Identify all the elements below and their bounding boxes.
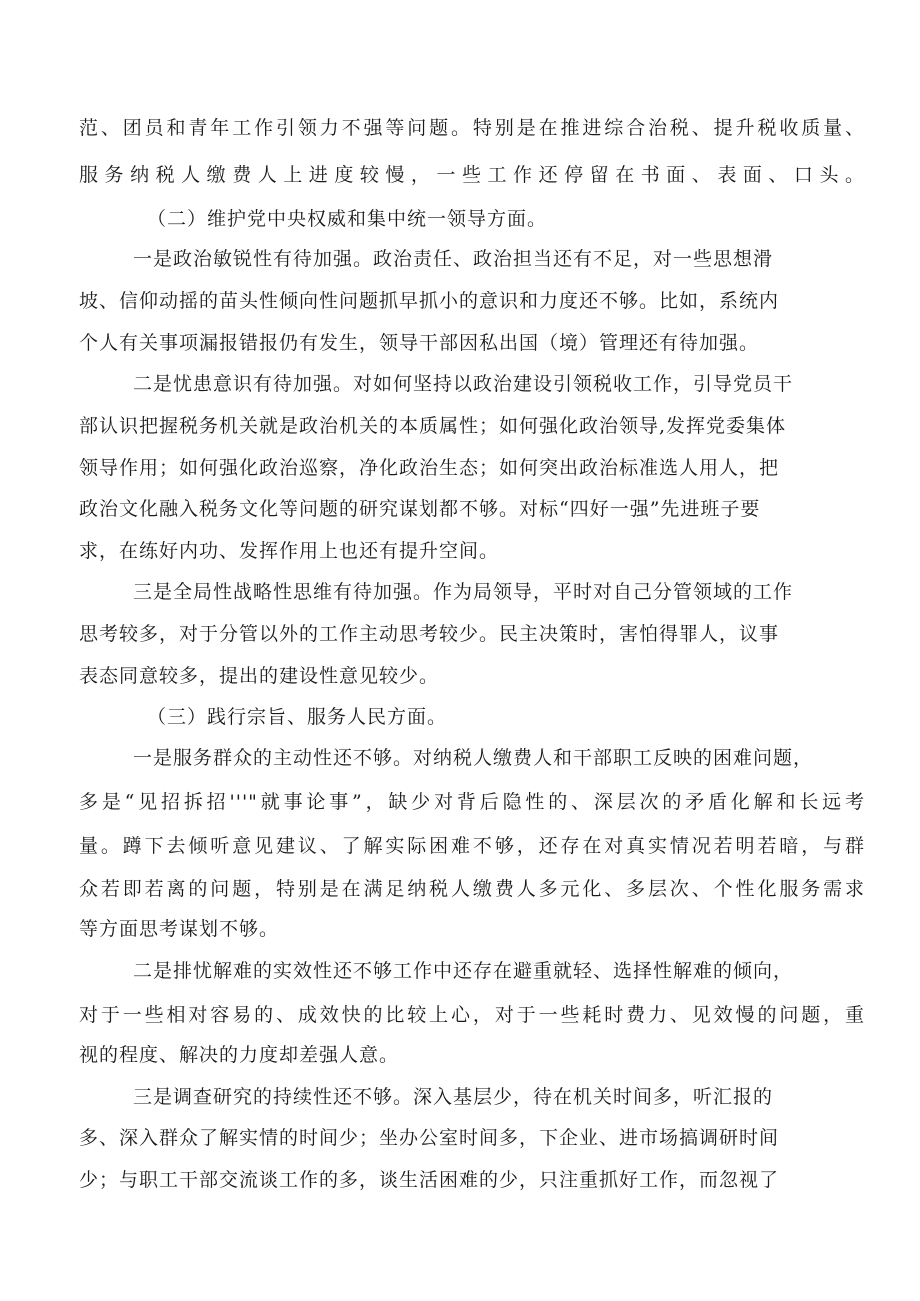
text-line: 政治文化融入税务文化等问题的研究谋划都不够。对标“四好一强”先进班子要 xyxy=(79,498,761,520)
text-line: 视的程度、解决的力度却差强人意。 xyxy=(79,1044,400,1066)
text-line: 个人有关事项漏报错报仍有发生，领导干部因私出国（境）管理还有待加强。 xyxy=(79,332,760,354)
text-line: 服务纳税人缴费人上进度较慢，一些工作还停留在书面、表面、口头。 xyxy=(79,164,865,186)
text-line: 表态同意较多，提出的建设性意见较少。 xyxy=(79,665,440,687)
text-line: 众若即若离的问题，特别是在满足纳税人缴费人多元化、多层次、个性化服务需求 xyxy=(79,878,865,900)
text-line: 量。蹲下去倾听意见建议、了解实际困难不够，还存在对真实情况若明若暗，与群 xyxy=(79,835,865,857)
text-line: 坡、信仰动摇的苗头性倾向性问题抓早抓小的意识和力度还不够。比如，系统内 xyxy=(79,290,780,312)
text-line: 等方面思考谋划不够。 xyxy=(79,918,280,940)
text-line: 部认识把握税务机关就是政治机关的本质属性；如何强化政治领导,发挥党委集体 xyxy=(79,415,787,437)
text-line: 领导作用；如何强化政治巡察，净化政治生态；如何突出政治标准选人用人，把 xyxy=(79,457,780,479)
paragraph-start: 三是调查研究的持续性还不够。深入基层少，待在机关时间多，听汇报的 xyxy=(133,1086,774,1108)
paragraph-start: 二是排忧解难的实效性还不够工作中还存在避重就轻、选择性解难的倾向， xyxy=(133,960,794,982)
text-line: 多是“见招拆招'''"就事论事”，缺少对背后隐性的、深层次的矛盾化解和长远考 xyxy=(79,791,865,813)
text-line: 思考较多，对于分管以外的工作主动思考较少。民主决策时，害怕得罪人，议事 xyxy=(79,623,780,645)
paragraph-start: 三是全局性战略性思维有待加强。作为局领导，平时对自己分管领域的工作 xyxy=(133,581,794,603)
section-heading: （三）践行宗旨、服务人民方面。 xyxy=(147,706,448,728)
text-line: 多、深入群众了解实情的时间少；坐办公室时间多，下企业、进市场搞调研时间 xyxy=(79,1127,780,1149)
paragraph-start: 一是政治敏锐性有待加强。政治责任、政治担当还有不足，对一些思想滑 xyxy=(133,248,774,270)
text-line: 求，在练好内功、发挥作用上也还有提升空间。 xyxy=(79,540,500,562)
paragraph-start: 二是忧患意识有待加强。对如何坚持以政治建设引领税收工作，引导党员干 xyxy=(133,373,794,395)
text-line: 范、团员和青年工作引领力不强等问题。特别是在推进综合治税、提升税收质量、 xyxy=(79,117,865,139)
text-line: 对于一些相对容易的、成效快的比较上心，对于一些耗时费力、见效慢的问题，重 xyxy=(79,1004,865,1026)
text-line: 少；与职工干部交流谈工作的多，谈生活困难的少，只注重抓好工作，而忽视了 xyxy=(79,1169,780,1191)
section-heading: （二）维护党中央权威和集中统一领导方面。 xyxy=(147,208,548,230)
paragraph-start: 一是服务群众的主动性还不够。对纳税人缴费人和干部职工反映的困难问题， xyxy=(133,747,814,769)
